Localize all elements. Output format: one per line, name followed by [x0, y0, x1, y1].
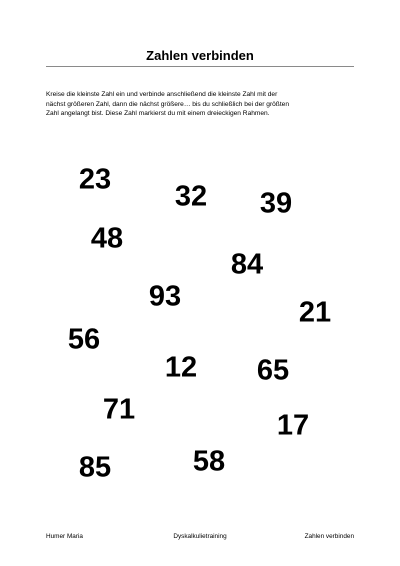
number-93: 93 — [148, 280, 182, 313]
number-39: 39 — [259, 187, 293, 220]
number-71: 71 — [102, 393, 136, 426]
number-23: 23 — [78, 163, 112, 196]
number-12: 12 — [164, 351, 198, 384]
number-17: 17 — [276, 409, 310, 442]
page-title: Zahlen verbinden — [146, 48, 254, 63]
number-58: 58 — [192, 445, 226, 478]
number-32: 32 — [174, 180, 208, 213]
number-56: 56 — [67, 323, 101, 356]
instruction-line: Kreise die kleinste Zahl ein und verbinde anschließend die kleinste Zahl mit der — [46, 91, 278, 98]
footer-subject: Dyskalkulietraining — [173, 533, 227, 540]
footer-author: Humer Maria — [46, 533, 83, 540]
number-84: 84 — [230, 248, 264, 281]
footer-topic: Zahlen verbinden — [304, 533, 354, 540]
number-85: 85 — [78, 451, 112, 484]
instruction-line: nächst größeren Zahl, dann die nächst größere… bis du schließlich bei der größten — [46, 100, 289, 108]
number-21: 21 — [298, 296, 332, 329]
number-48: 48 — [90, 222, 124, 255]
number-65: 65 — [256, 354, 290, 387]
title-rule — [46, 66, 354, 67]
instructions — [46, 90, 366, 119]
instruction-line: Zahl angelangt bist. Diese Zahl markierst du mit einem dreieckigen Rahmen. — [46, 110, 270, 118]
